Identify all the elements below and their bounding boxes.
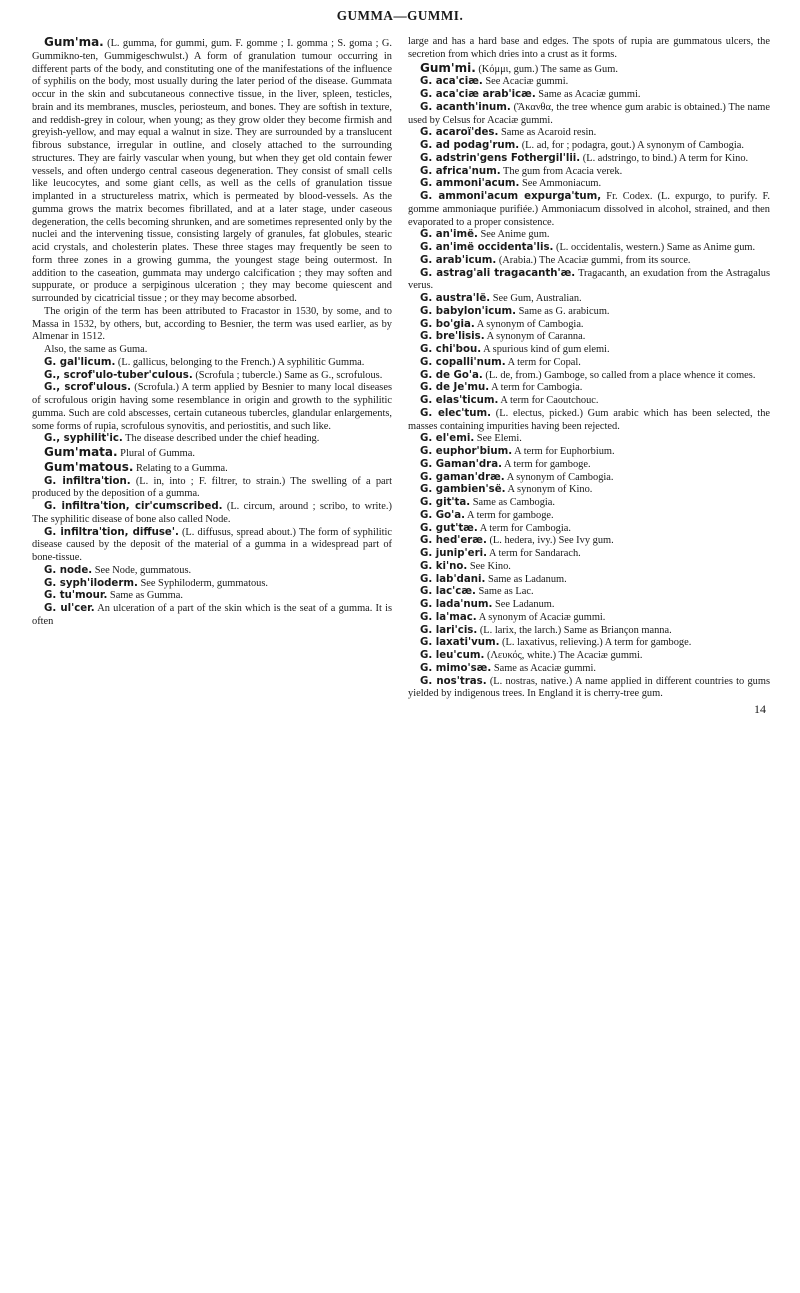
entry-text: See Gum, Australian.: [490, 293, 582, 304]
entry-text: (L. larix, the larch.) Same as Briançon manna.: [477, 624, 672, 636]
entry-headword: G. mimo'sæ.: [420, 662, 492, 674]
entry-text: See Node, gummatous.: [92, 564, 192, 576]
dictionary-entry: [408, 255, 770, 268]
entry-text: The gum from Acacia verek.: [500, 165, 623, 177]
entry-headword: G. chi'bou.: [420, 344, 482, 355]
entry-headword: G. laxati'vum.: [420, 637, 500, 649]
entry-text: (L. occidentalis, western.) Same as Anime gum.: [553, 242, 756, 253]
entry-text: See Kino.: [467, 560, 511, 572]
entry-headword: G. lab'dani.: [420, 573, 486, 585]
entry-headword: G. euphor'bium.: [420, 446, 513, 457]
entry-headword: G. gambien'së.: [420, 484, 506, 496]
dictionary-entry: [32, 527, 392, 565]
entry-headword: G. de Je'mu.: [420, 382, 490, 394]
dictionary-entry: [408, 663, 770, 676]
entry-headword: G. gal'licum.: [44, 356, 116, 368]
entry-text: (L. adstringo, to bind.) A term for Kino.: [580, 152, 749, 164]
entry-headword: G. hed'eræ.: [420, 535, 487, 547]
dictionary-entry: [408, 293, 770, 306]
entry-text: Fr. Codex. (L. expurgo, to purify. F. gomme ammoniaque purifiée.) Ammoniacum dissolved in alcohol, strained, and then evaporated to a proper consistence.: [408, 191, 770, 228]
entry-headword: G. la'mac.: [420, 611, 477, 623]
dictionary-entry: [408, 637, 770, 650]
dictionary-entry: [408, 306, 770, 319]
entry-text: Same as Ladanum.: [485, 573, 567, 585]
entry-headword: G., scrof'ulo-tuber'culous.: [44, 369, 193, 381]
dictionary-entry: [32, 476, 392, 502]
entry-text: (L. gallicus, belonging to the French.) A syphilitic Gumma.: [115, 356, 365, 368]
entry-headword: G. nos'tras.: [420, 675, 487, 687]
entry-headword: G. ad podag'rum.: [420, 140, 520, 151]
entry-text: (L. ad, for ; podagra, gout.) A synonym of Cambogia.: [519, 140, 744, 151]
dictionary-entry: [408, 650, 770, 663]
entry-text: See Elemi.: [474, 433, 522, 445]
entry-headword: G. ki'no.: [420, 560, 468, 572]
dictionary-entry: [32, 382, 392, 433]
entry-text: (Ἄκανθα, the tree whence gum arabic is obtained.) The name used by Celsus for Acaciæ gummi.: [408, 101, 770, 126]
entry-headword: G. acanth'inum.: [420, 101, 511, 113]
entry-text: (Κόμμι, gum.) The same as Gum.: [475, 63, 618, 75]
entry-headword: G. infiltra'tion.: [44, 475, 131, 487]
entry-headword: G. copalli'num.: [420, 356, 506, 368]
entry-headword: G. gaman'dræ.: [420, 471, 505, 483]
dictionary-entry: [408, 395, 770, 408]
entry-text: A term for Sandarach.: [486, 548, 581, 559]
entry-text: The disease described under the chief heading.: [122, 433, 320, 445]
entry-text: Same as Acaciæ gummi.: [535, 89, 641, 100]
entry-headword: G. an'imë.: [420, 229, 478, 241]
entry-text: (L. gumma, for gummi, gum. F. gomme ; I. gomma ; S. goma ; G. Gummikno-ten, Gummigeschwulst.) A form of granulation tumour occurring in different parts of the body, and constituting one of the manifestations of the influence of syphilis on the body, most usually during the later period of the disease. Gummata occur in the skin and subcutaneous connective tissue, in the liver, spleen, testicles, brain and its membranes, muscles, periosteum, and bones. They are softish in texture, and reddish-grey in colour, when young; as they grow older they become firmish and greyish-yellow, and may equal a walnut in size. They are surrounded by a translucent fibrous substance, irregular in outline, and closely attached to the surrounding structures. They are fairly vascular when young, but when they get old contain fewer vessels, and often undergo central caseous degeneration. They consist of small cells like leucocytes, and some giant cells, as well as the cells of granulation tissue implanted in a structureless matrix, which is permeated by blood-vessels. As the gumma grows the matrix becomes fibrillated, and at a later stage, under caseous degeneration, the cells becoming shrunken, and are sometimes represented only by the nuclei and the intervening tissue, consisting largely of granules, fat globules, stearic acid crystals, and cholesterin plates. These three stages may frequently be seen to form three zones in a growing gumma, the youngest stage being outermost. In addition to the caseation, gummata may undergo calcification ; they may soften and suppurate, or produce a serpiginous ulceration ; they may become quiescent and surrounded by cicatricial tissue ; or they may become absorbed.: [32, 38, 392, 304]
entry-headword: Gum'mata.: [44, 445, 118, 459]
dictionary-entry: [408, 459, 770, 472]
dictionary-entry: [408, 484, 770, 497]
dictionary-entry: [32, 306, 392, 344]
entry-text: (Scrofula ; tubercle.) Same as G., scrofulous.: [192, 369, 383, 381]
entry-text: Tragacanth, an exudation from the Astragalus verus.: [408, 267, 770, 292]
entry-text: Same as Cambogia.: [470, 497, 556, 508]
entry-headword: G. acaroï'des.: [420, 127, 499, 139]
entry-headword: G. ammoni'acum expurga'tum,: [420, 191, 602, 202]
dictionary-entry: [408, 89, 770, 102]
entry-headword: G. Go'a.: [420, 509, 466, 521]
entry-headword: G. arab'icum.: [420, 254, 497, 266]
dictionary-entry: [32, 590, 392, 603]
entry-headword: G. astrag'ali tragacanth'æ.: [420, 267, 576, 279]
dictionary-entry: [408, 178, 770, 191]
dictionary-entry: [408, 331, 770, 344]
dictionary-entry: [408, 102, 770, 128]
dictionary-entry: [408, 166, 770, 179]
entry-text: (Λευκός, white.) The Acaciæ gummi.: [484, 650, 643, 661]
entry-headword: G. bo'gia.: [420, 318, 475, 330]
entry-headword: G. git'ta.: [420, 497, 471, 508]
right-column: [408, 36, 770, 716]
entry-headword: G. austra'lë.: [420, 293, 491, 304]
entry-headword: G. junip'eri.: [420, 548, 487, 559]
entry-headword: G. lari'cis.: [420, 624, 478, 636]
entry-headword: G. aca'ciæ arab'icæ.: [420, 89, 536, 100]
entry-text: See Ammoniacum.: [519, 178, 602, 190]
entry-headword: G. node.: [44, 564, 93, 576]
entry-headword: G. lac'cæ.: [420, 586, 476, 598]
entry-headword: G., syphilit'ic.: [44, 433, 123, 445]
entry-headword: G. infiltra'tion, diffuse'.: [44, 526, 179, 538]
dictionary-entry: [408, 599, 770, 612]
entry-text: A synonym of Acaciæ gummi.: [476, 611, 606, 623]
entry-text: See Ladanum.: [492, 599, 555, 610]
dictionary-entry: [32, 578, 392, 591]
dictionary-entry: [408, 497, 770, 510]
entry-headword: Gum'mi.: [420, 60, 476, 75]
entry-headword: G. el'emi.: [420, 433, 475, 445]
entry-headword: G. bre'lisis.: [420, 331, 485, 343]
dictionary-entry: [408, 153, 770, 166]
entry-text: Same as G. arabicum.: [516, 305, 610, 317]
entry-text: A term for Euphorbium.: [512, 446, 615, 457]
dictionary-entry: [408, 319, 770, 332]
dictionary-entry: [32, 36, 392, 306]
entry-headword: G. elec'tum.: [420, 407, 492, 419]
dictionary-entry: [408, 370, 770, 383]
dictionary-entry: [32, 370, 392, 383]
entry-text: Same as Acaroid resin.: [498, 127, 597, 139]
dictionary-entry: [408, 191, 770, 229]
entry-text: A synonym of Kino.: [505, 484, 593, 496]
entry-text: A term for gamboge.: [465, 509, 554, 521]
entry-text: A synonym of Caranna.: [484, 331, 586, 343]
dictionary-entry: [408, 446, 770, 459]
entry-text: (L. laxativus, relieving.) A term for gamboge.: [499, 637, 692, 649]
dictionary-entry: [408, 612, 770, 625]
entry-text: (L. diffusus, spread about.) The form of syphilitic disease caused by the deposit of the material of a gumma in a widespread part of bone-tissue.: [32, 526, 392, 563]
entry-text: (L. electus, picked.) Gum arabic which has been selected, the masses containing impurities having been rejected.: [408, 407, 771, 432]
entry-text: large and has a hard base and edges. The spots of rupia are gummatous ulcers, the secretion from which dries into a crust as it forms.: [408, 36, 770, 60]
entry-text: A term for gamboge.: [501, 458, 591, 470]
entry-headword: G. syph'iloderm.: [44, 577, 138, 589]
entry-headword: G. leu'cum.: [420, 650, 485, 661]
dictionary-entry: [408, 229, 770, 242]
entry-text: Plural of Gumma.: [117, 448, 195, 459]
entry-headword: G. elas'ticum.: [420, 395, 499, 406]
dictionary-entry: [32, 344, 392, 357]
entry-text: (L. in, into ; F. filtrer, to strain.) The swelling of a part produced by the deposition of a gumma.: [32, 475, 392, 500]
entry-headword: G. lada'num.: [420, 599, 493, 610]
entry-text: (L. hedera, ivy.) See Ivy gum.: [486, 535, 614, 547]
dictionary-entry: [408, 625, 770, 638]
dictionary-entry: [408, 62, 770, 77]
entry-text: Same as Lac.: [475, 586, 534, 598]
dictionary-entry: [32, 565, 392, 578]
entry-headword: G. babylon'icum.: [420, 305, 517, 317]
entry-headword: G. ammoni'acum.: [420, 178, 520, 190]
dictionary-entry: [408, 344, 770, 357]
left-column: [32, 36, 392, 629]
entry-text: See Acaciæ gummi.: [482, 76, 569, 88]
entry-text: See Syphiloderm, gummatous.: [137, 577, 269, 589]
entry-text: Also, the same as Guma.: [44, 344, 148, 355]
dictionary-entry: [408, 548, 770, 561]
dictionary-entry: [408, 127, 770, 140]
running-head: GUMMA—GUMMI.: [336, 8, 464, 23]
entry-text: A term for Cambogia.: [477, 522, 571, 534]
dictionary-entry: [408, 676, 770, 702]
dictionary-entry: [32, 501, 392, 527]
dictionary-entry: [408, 510, 770, 523]
entry-headword: G., scrof'ulous.: [44, 382, 131, 394]
entry-headword: Gum'matous.: [44, 459, 134, 474]
dictionary-entry: [32, 603, 392, 629]
entry-text: (Arabia.) The Acaciæ gummi, from its source.: [496, 254, 691, 266]
dictionary-entry: [408, 357, 770, 370]
dictionary-entry: [32, 446, 392, 461]
entry-headword: G. aca'ciæ.: [420, 76, 483, 88]
page-number: 14: [754, 702, 766, 716]
entry-headword: G. tu'mour.: [44, 590, 108, 602]
entry-text: A term for Cambogia.: [489, 382, 583, 394]
dictionary-entry: [408, 382, 770, 395]
entry-text: A term for Caoutchouc.: [498, 395, 599, 406]
entry-headword: G. africa'num.: [420, 165, 501, 177]
entry-headword: G. gut'tæ.: [420, 522, 478, 534]
entry-text: Same as Acaciæ gummi.: [491, 662, 596, 674]
dictionary-entry: [408, 586, 770, 599]
entry-text: Same as Gumma.: [107, 590, 183, 602]
entry-headword: G. Gaman'dra.: [420, 458, 502, 470]
entry-text: The origin of the term has been attributed to Fracastor in 1530, by some, and to Massa in 1532, by others, but, according to Besnier, the term was used earlier, as by Almenar in 1512.: [32, 305, 392, 343]
entry-headword: G. de Go'a.: [420, 369, 483, 381]
entry-headword: G. infiltra'tion, cir'cumscribed.: [44, 501, 223, 512]
entry-text: A spurious kind of gum elemi.: [481, 344, 610, 355]
dictionary-entry: [408, 561, 770, 574]
dictionary-entry: [408, 535, 770, 548]
dictionary-entry: [408, 36, 770, 62]
entry-text: (L. de, from.) Gamboge, so called from a place whence it comes.: [482, 369, 756, 381]
entry-text: See Anime gum.: [477, 229, 550, 241]
entry-text: (L. circum, around ; scribo, to write.) The syphilitic disease of bone also called Node.: [32, 501, 392, 525]
dictionary-entry: [408, 472, 770, 485]
dictionary-entry: [408, 76, 770, 89]
entry-headword: G. ul'cer.: [44, 603, 95, 614]
dictionary-entry: [408, 574, 770, 587]
entry-headword: Gum'ma.: [44, 35, 104, 49]
dictionary-entry: [32, 461, 392, 476]
entry-text: A synonym of Cambogia.: [504, 471, 614, 483]
dictionary-entry: [408, 408, 770, 434]
entry-text: A synonym of Cambogia.: [474, 318, 584, 330]
entry-text: (Scrofula.) A term applied by Besnier to many local diseases of scrofulous origin having some resemblance in origin and growth to the syphilitic gumma. Such are cold abscesses, certain cutaneous tubercles, glandular enlargements, some forms of rupia, scrofulous synovitis, and periostitis, and such like.: [32, 382, 392, 432]
dictionary-entry: [408, 242, 770, 255]
dictionary-entry: [408, 140, 770, 153]
entry-text: A term for Copal.: [505, 356, 581, 368]
dictionary-entry: [408, 268, 770, 294]
entry-headword: G. adstrin'gens Fothergil'lii.: [420, 152, 581, 164]
dictionary-entry: [408, 433, 770, 446]
entry-text: Relating to a Gumma.: [133, 462, 228, 474]
entry-text: (L. nostras, native.) A name applied in different countries to gums yielded by indigenous trees. In England it is cherry-tree gum.: [408, 675, 771, 700]
dictionary-entry: [32, 357, 392, 370]
entry-text: An ulceration of a part of the skin which is the seat of a gumma. It is often: [32, 603, 393, 627]
dictionary-entry: [408, 523, 770, 536]
entry-headword: G. an'imë occidenta'lis.: [420, 242, 554, 253]
